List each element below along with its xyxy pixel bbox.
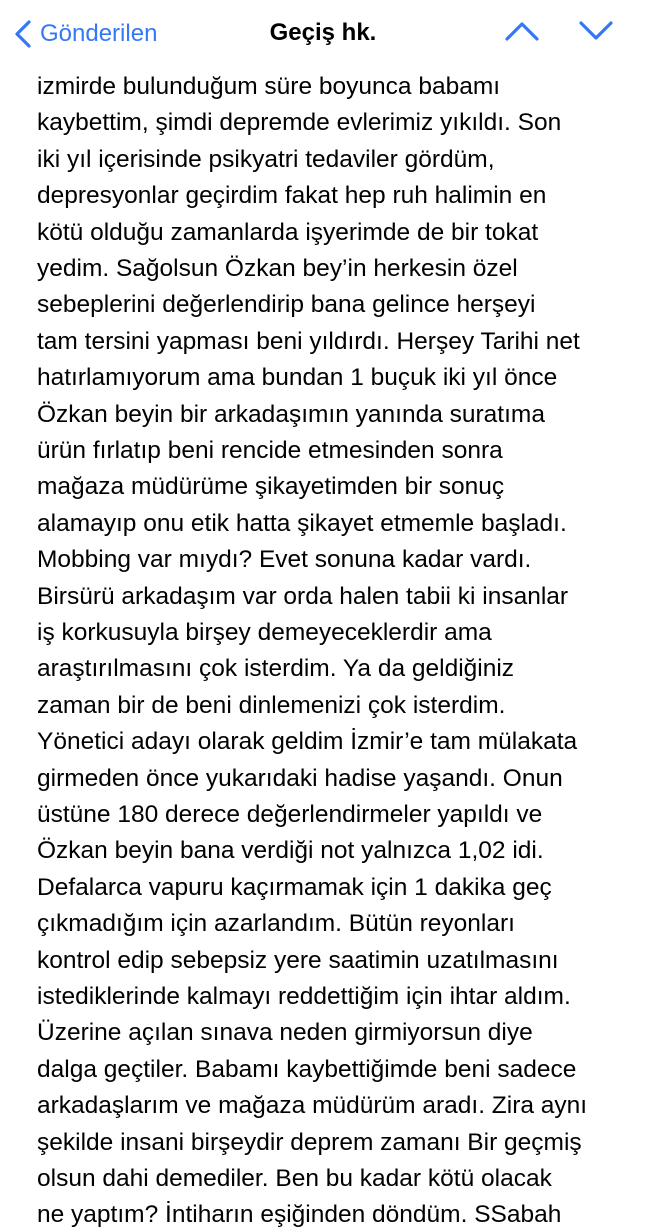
chevron-down-icon (578, 20, 614, 47)
message-text-line: dalga geçtiler. Babamı kaybettiğimde beni sadece (37, 1055, 577, 1083)
message-text-line: şekilde insani birşeydir deprem zamanı Bir geçmiş (37, 1128, 582, 1156)
message-text-line: üstüne 180 derece değerlendirmeler yapıldı ve (37, 801, 543, 828)
message-text-line: kontrol edip sebepsiz yere saatimin uzatılmasını (37, 946, 559, 974)
message-text-line: Özkan beyin bir arkadaşımın yanında suratıma (37, 400, 545, 428)
next-message-button[interactable] (576, 18, 616, 48)
message-text-line: tam tersini yapması beni yıldırdı. Herşey Tarihi net (37, 327, 580, 355)
back-button-label: Gönderilen (40, 20, 158, 47)
message-text-line: çıkmadığım için azarlandım. Bütün reyonları (37, 910, 515, 938)
message-text-line: izmirde bulunduğum süre boyunca babamı (37, 73, 501, 100)
message-text-line: Yönetici adayı olarak geldim İzmir’e tam mülakata (37, 728, 578, 756)
message-body (0, 66, 646, 1229)
message-text-line: araştırılmasını çok isterdim. Ya da geldiğiniz (37, 655, 515, 683)
message-text-line: olsun dahi demediler. Ben bu kadar kötü olacak (37, 1165, 552, 1192)
message-text-line: ürün fırlatıp beni rencide etmesinden sonra (37, 437, 503, 464)
message-text-line: Mobbing var mıydı? Evet sonuna kadar vardı. (37, 546, 532, 574)
message-text-line: Birsürü arkadaşım var orda halen tabii ki insanlar (37, 582, 569, 610)
previous-message-button[interactable] (502, 18, 542, 48)
message-text-line: Üzerine açılan sınava neden girmiyorsun diye (37, 1019, 533, 1047)
message-text-line: yedim. Sağolsun Özkan bey’in herkesin özel (37, 255, 518, 282)
message-text-line: hatırlamıyorum ama bundan 1 buçuk iki yıl önce (37, 364, 558, 392)
message-text-line: girmeden önce yukarıdaki hadise yaşandı. Onun (37, 764, 563, 792)
message-text-line: Defalarca vapuru kaçırmamak için 1 dakika geç (37, 873, 552, 901)
message-text-line: mağaza müdürüme şikayetimden bir sonuç (37, 473, 505, 501)
chevron-up-icon (504, 20, 540, 47)
message-text-line: iki yıl içerisinde psikyatri tedaviler gördüm, (37, 145, 495, 173)
message-text-line: ne yaptım? İntiharın eşiğinden döndüm. SSabah (37, 1201, 562, 1229)
message-text-line: zaman bir de beni dinlemenizi çok isterdim. (37, 691, 506, 719)
message-text-line: kötü olduğu zamanlarda işyerimde de bir tokat (37, 218, 539, 246)
message-text-line: iş korkusuyla birşey demeyeceklerdir ama (37, 619, 492, 646)
message-text-line: arkadaşlarım ve mağaza müdürüm aradı. Zira aynı (37, 1092, 588, 1120)
message-text-line: depresyonlar geçirdim fakat hep ruh halimin en (37, 182, 547, 210)
message-text-line: kaybettim, şimdi depremde evlerimiz yıkıldı. Son (37, 109, 562, 137)
message-text-line: sebeplerini değerlendirip bana gelince herşeyi (37, 291, 536, 319)
message-text-line: istediklerinde kalmayı reddettiğim için ihtar aldım. (37, 983, 571, 1010)
message-subject-title: Geçiş hk. (269, 19, 377, 46)
navigation-bar (0, 0, 646, 66)
message-text-line: Özkan beyin bana verdiği not yalnızca 1,02 idi. (37, 837, 544, 865)
message-text-line: alamayıp onu etik hatta şikayet etmemle başladı. (37, 509, 567, 537)
